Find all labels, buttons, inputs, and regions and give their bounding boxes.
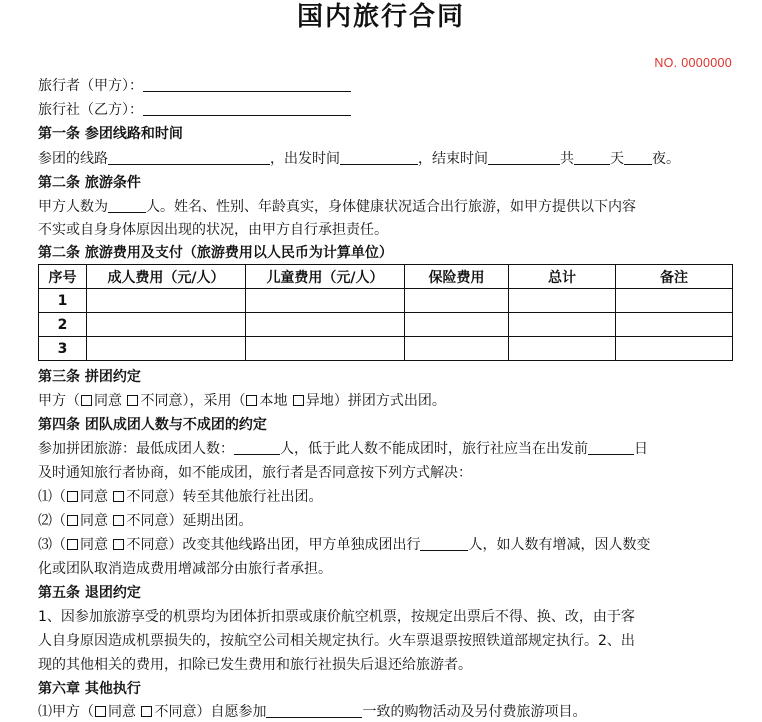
notice-days-blank[interactable] [588,440,634,455]
total-label: 共 [560,151,574,167]
page-title: 国内旅行合同 [296,2,465,32]
col-header-notes: 备注 [616,265,733,289]
table-row [39,313,733,337]
route-label: 参团的线路 [38,151,108,167]
remote-checkbox[interactable] [293,395,304,406]
option1-agree-label: 同意 [80,489,108,505]
adult-fee-cell[interactable] [87,289,246,313]
insurance-cell[interactable] [405,289,509,313]
traveler-line [38,77,351,95]
table-row [39,289,733,313]
agency-name-blank[interactable] [143,101,351,116]
group-heading: 第三条 拼团约定 [38,369,141,385]
article1-heading: 第一条 参团线路和时间 [38,126,183,142]
nights-blank[interactable] [624,150,652,165]
option1-disagree-checkbox[interactable] [113,491,124,502]
local-checkbox[interactable] [246,395,257,406]
fees-heading: 第二条 旅游费用及支付（旅游费用以人民币为计算单位） [38,245,393,261]
depart-time-blank[interactable] [340,150,418,165]
article6-heading: 第六章 其他执行 [38,681,141,697]
contract-number: NO. 0000000 [654,56,732,70]
shopping-disagree-checkbox[interactable] [141,706,152,717]
option3-agree-checkbox[interactable] [67,539,78,550]
min-size-label: 参加拼团旅游：最低成团人数： [38,441,234,457]
article6-prefix: ⑴甲方（ [38,704,94,720]
article4-option3-line2: 化或团队取消造成费用增减部分由旅行者承担。 [38,561,332,577]
option2-text: 延期出团。 [182,513,253,529]
traveler-label: 旅行者（甲方）： [38,78,143,94]
option2-prefix: ⑵（ [38,513,66,529]
agency-label: 旅行社（乙方）： [38,102,143,118]
disagree-checkbox[interactable] [127,395,138,406]
shopping-agree-checkbox[interactable] [95,706,106,717]
agree-checkbox[interactable] [81,395,92,406]
option3-prefix: ⑶（ [38,537,66,553]
shopping-blank[interactable] [266,703,362,718]
article5-line3: 现的其他相关的费用，扣除已发生费用和旅行社损失后退还给旅游者。 [38,657,472,673]
option1-prefix: ⑴（ [38,489,66,505]
solo-group-size-blank[interactable] [420,536,468,551]
group-text-b: ，采用（ [189,393,246,409]
article4-line1 [38,440,648,458]
row-index: 1 [39,289,87,313]
option3-text-b: 人，如人数有增减，因人数变 [468,537,651,553]
article4-line2: 及时通知旅行者协商，如不能成团，旅行者是否同意按下列方式解决： [38,465,472,481]
end-label: ，结束时间 [418,151,488,167]
people-count-blank[interactable] [108,198,146,213]
article4-option1 [38,488,322,506]
traveler-name-blank[interactable] [143,77,351,92]
child-fee-cell[interactable] [246,337,405,361]
days-blank[interactable] [574,150,610,165]
remote-label: 异地） [305,393,348,409]
people-count-label: 甲方人数为 [38,199,108,215]
depart-label: ，出发时间 [270,151,340,167]
group-text-a: 甲方（ [38,393,80,409]
article4-line1-text: 人，低于此人数不能成团时，旅行社应当在出发前 [280,441,588,457]
option2-disagree-label: 不同意） [126,513,183,529]
option1-agree-checkbox[interactable] [67,491,78,502]
option1-disagree-label: 不同意） [126,489,183,505]
agency-line [38,101,351,119]
article4-heading: 第四条 团队成团人数与不成团的约定 [38,417,267,433]
fees-table [38,264,733,361]
article6-line1 [38,703,586,721]
nights-label: 夜。 [652,151,680,167]
article4-option3 [38,536,650,554]
child-fee-cell[interactable] [246,289,405,313]
notes-cell[interactable] [616,313,733,337]
option2-agree-label: 同意 [80,513,108,529]
article2-line1 [38,198,636,216]
col-header-child: 儿童费用（元/人） [246,265,405,289]
col-header-index: 序号 [39,265,87,289]
option3-disagree-checkbox[interactable] [113,539,124,550]
article4-option2 [38,512,252,530]
child-fee-cell[interactable] [246,313,405,337]
fees-table-header [39,265,733,289]
article5-line1: 1、因参加旅游享受的机票均为团体折扣票或康价航空机票，按规定出票后不得、换、改，由于客 [38,609,635,625]
article2-line1-text: 人。姓名、性别、年龄真实，身体健康状况适合出行旅游，如甲方提供以下内容 [146,199,636,215]
days-unit: 日 [634,441,648,457]
article5-line2: 人自身原因造成机票损失的，按航空公司相关规定执行。火车票退票按照铁道部规定执行。2、出 [38,633,635,649]
col-header-adult: 成人费用（元/人） [87,265,246,289]
min-size-blank[interactable] [234,440,280,455]
shopping-agree-label: 同意 [108,704,136,720]
col-header-insurance: 保险费用 [405,265,509,289]
shopping-disagree-label: 不同意） [154,704,211,720]
article5-heading: 第五条 退团约定 [38,585,141,601]
row-index: 2 [39,313,87,337]
adult-fee-cell[interactable] [87,337,246,361]
notes-cell[interactable] [616,289,733,313]
days-label: 天 [610,151,624,167]
total-cell[interactable] [509,337,616,361]
disagree-label: 不同意） [140,393,190,409]
article2-heading: 第二条 旅游条件 [38,175,141,191]
notes-cell[interactable] [616,337,733,361]
local-label: 本地 [259,393,288,409]
total-cell[interactable] [509,313,616,337]
route-blank[interactable] [108,150,270,165]
table-row [39,337,733,361]
article6-text-b: 自愿参加 [210,704,267,720]
option3-text-a: 改变其他线路出团，甲方单独成团出行 [182,537,421,553]
adult-fee-cell[interactable] [87,313,246,337]
option1-text: 转至其他旅行社出团。 [182,489,323,505]
option3-disagree-label: 不同意） [126,537,183,553]
insurance-cell[interactable] [405,313,509,337]
total-cell[interactable] [509,289,616,313]
option2-disagree-checkbox[interactable] [113,515,124,526]
article2-line2: 不实或自身身体原因出现的状况，由甲方自行承担责任。 [38,222,388,238]
col-header-total: 总计 [509,265,616,289]
option3-agree-label: 同意 [80,537,108,553]
article6-text-c: 一致的购物活动及另付费旅游项目。 [362,704,587,720]
option2-agree-checkbox[interactable] [67,515,78,526]
agree-label: 同意 [94,393,122,409]
group-line [38,392,446,410]
article1-route-line [38,150,680,168]
insurance-cell[interactable] [405,337,509,361]
group-text-c: 拼团方式出团。 [347,393,446,409]
row-index: 3 [39,337,87,361]
end-time-blank[interactable] [488,150,560,165]
